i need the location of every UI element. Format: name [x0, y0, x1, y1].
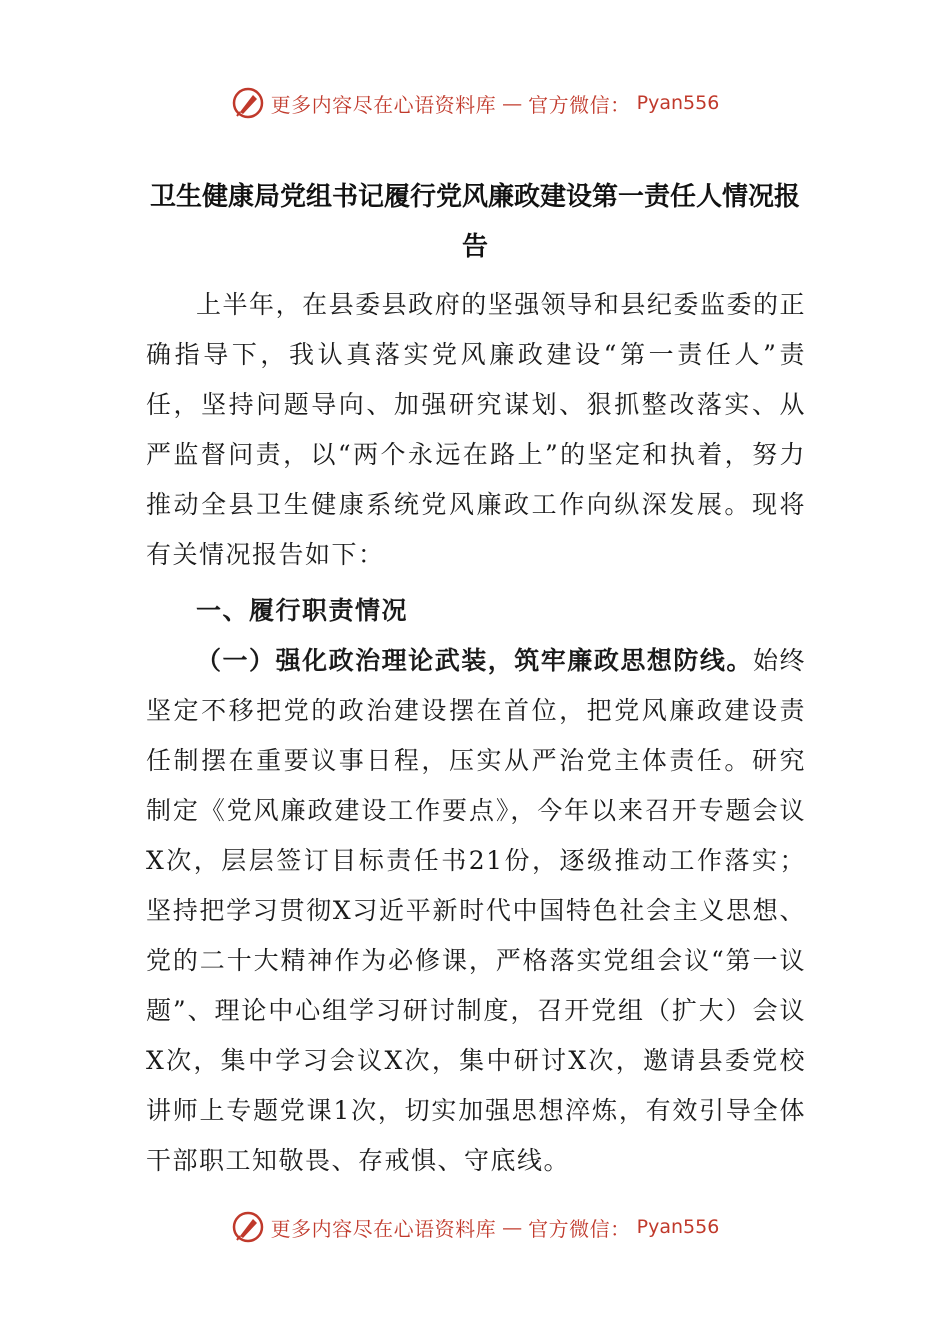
- intro-paragraph: 上半年，在县委县政府的坚强领导和县纪委监委的正确指导下，我认真落实党风廉政建设“第一责任人”责任，坚持问题导向、加强研究谋划、狠抓整改落实、从严监督问责，以“两个永远在路上”的坚定和执着，努力推动全县卫生健康系统党风廉政工作向纵深发展。现将有关情况报告如下：: [146, 290, 806, 569]
- watermark-separator: —: [502, 91, 523, 115]
- watermark-wechat-label: 官方微信：: [528, 92, 631, 117]
- watermark-header: [0, 86, 950, 120]
- subsection-lead: （一）强化政治理论武装，筑牢廉政思想防线。: [196, 646, 753, 675]
- watermark-footer: [0, 1210, 950, 1244]
- subsection-body: 始终坚定不移把党的政治建设摆在首位，把党风廉政建设责任制摆在重要议事日程，压实从严治党主体责任。研究制定《党风廉政建设工作要点》，今年以来召开专题会议X次，层层签订目标责任书21份，逐级推动工作落实；坚持把学习贯彻X习近平新时代中国特色社会主义思想、党的二十大精神作为必修课，严格落实党组会议“第一议题”、理论中心组学习研讨制度，召开党组（扩大）会议X次，集中学习会议X次，集中研讨X次，邀请县委党校讲师上专题党课1次，切实加强思想淬炼，有效引导全体干部职工知敬畏、存戒惧、守底线。: [146, 646, 806, 1175]
- watermark-separator: —: [502, 1215, 523, 1239]
- watermark-text: 更多内容尽在心语资料库: [270, 92, 497, 117]
- pen-nib-logo-icon: [231, 1210, 265, 1244]
- document-body: [146, 280, 806, 1186]
- subsection-paragraph: [146, 636, 806, 1186]
- document-title: 卫生健康局党组书记履行党风廉政建设第一责任人情况报告: [150, 182, 801, 262]
- pen-nib-logo-icon: [231, 86, 265, 120]
- watermark-wechat-label: 官方微信：: [528, 1216, 631, 1241]
- watermark-wechat-id: Pyan556: [636, 1216, 720, 1238]
- watermark-wechat-id: Pyan556: [636, 92, 720, 114]
- watermark-text: 更多内容尽在心语资料库: [270, 1216, 497, 1241]
- section-heading: 一、履行职责情况: [196, 596, 409, 625]
